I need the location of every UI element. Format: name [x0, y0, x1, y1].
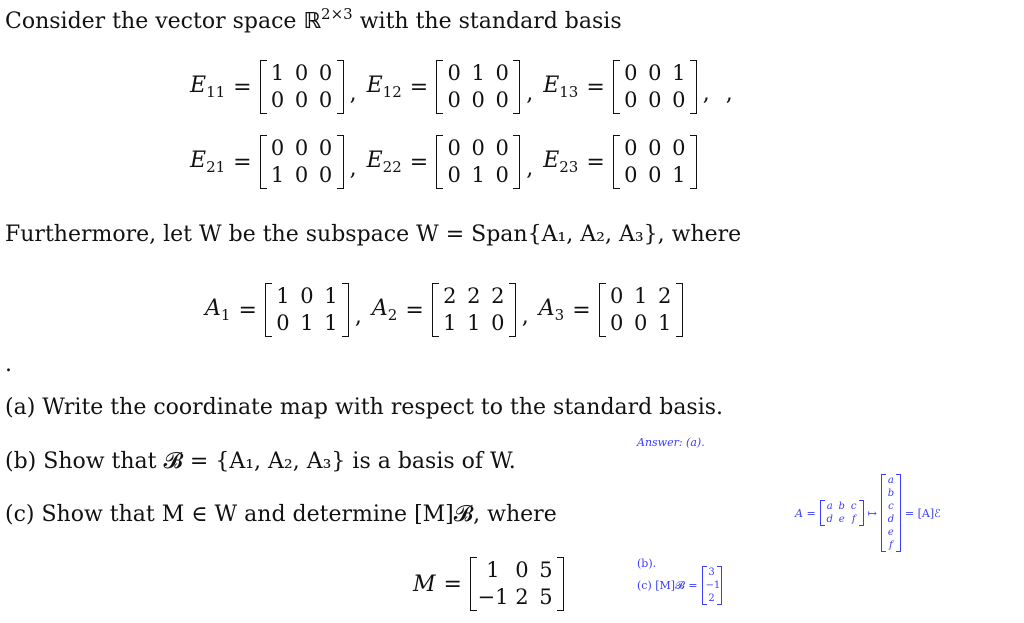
subscript: 1 [220, 306, 231, 324]
matrix-entry: 1 [300, 311, 314, 335]
basis-element-e11 [190, 60, 367, 114]
answer-vector-entry: d [887, 514, 895, 525]
basis-row-2 [190, 135, 697, 189]
matrix-entry: 0 [609, 311, 624, 335]
matrix-entry: 1 [467, 311, 481, 335]
subscript: 23 [559, 158, 579, 176]
matrix-entry: 0 [672, 88, 686, 112]
spanning-a1: $A_1$ [205, 296, 231, 324]
subscript: 2 [387, 306, 398, 324]
answer-a-rhs: = [A]ℰ [904, 506, 941, 520]
spanning-a3-matrix [599, 283, 683, 337]
matrix-entry: 1 [672, 163, 686, 187]
comma: , [349, 81, 357, 106]
matrix-entry: 0 [471, 88, 485, 112]
matrix-entry: 0 [648, 136, 662, 160]
basis-element-e12 [367, 60, 544, 114]
matrix-m [470, 557, 564, 611]
answer-c-label: (c) [M]𝓑 = [637, 578, 698, 592]
answer-c [637, 566, 722, 605]
basis-e23: $E_{23}$ [543, 148, 579, 176]
matrix-entry: 2 [443, 284, 457, 308]
matrix-entry: 1 [324, 311, 338, 335]
matrix-entry: 1 [672, 61, 686, 85]
maps-to-arrow: ↦ [867, 506, 877, 520]
spanning-a2-matrix [432, 283, 516, 337]
answer-header: Answer: (a). [637, 436, 705, 449]
answer-matrix-entry: c [850, 501, 857, 512]
answer-vector-entry: e [887, 527, 894, 538]
answer-c-vector [702, 566, 722, 605]
matrix-entry: 2 [467, 284, 481, 308]
answer-vector-entry: f [889, 540, 893, 551]
answer-c-entry: −1 [705, 580, 721, 591]
basis-e21: $E_{21}$ [190, 148, 226, 176]
part-b: (b) Show that 𝓑 = {A₁, A₂, A₃} is a basis of W. [5, 449, 516, 474]
subspace-sentence: Furthermore, let W be the subspace W = Span{A₁, A₂, A₃}, where [5, 222, 742, 247]
basis-e11: $E_{11}$ [190, 73, 226, 101]
spanning-element-a2 [372, 283, 539, 337]
matrix-entry: 0 [471, 136, 485, 160]
basis-e22: $E_{22}$ [366, 148, 402, 176]
spanning-a3: $A_3$ [538, 296, 565, 324]
matrix-entry: 1 [471, 61, 485, 85]
matrix-entry: 0 [495, 136, 509, 160]
equals-sign: = [443, 571, 462, 597]
basis-element-e13 [543, 60, 720, 114]
answer-c-entry: 2 [708, 593, 715, 604]
comma: , [526, 81, 534, 106]
basis-e21-matrix [260, 135, 344, 189]
answer-vector-entry: c [888, 501, 894, 512]
part-a: (a) Write the coordinate map with respect to the standard basis. [5, 395, 724, 420]
equals-sign: = [572, 297, 591, 323]
comma: , [354, 304, 362, 329]
matrix-entry: 0 [276, 311, 290, 335]
matrix-entry: 1 [276, 284, 290, 308]
matrix-entry: 0 [633, 311, 648, 335]
matrix-entry: 0 [447, 136, 461, 160]
part-c: (c) Show that M ∈ W and determine [M]𝓑, where [5, 502, 557, 527]
answer-b-label: (b). [637, 557, 657, 570]
basis-element-e22 [367, 135, 544, 189]
matrix-entry: 0 [447, 61, 461, 85]
matrix-entry: 0 [318, 136, 333, 160]
matrix-entry: 0 [648, 163, 662, 187]
basis-e12: $E_{12}$ [366, 73, 402, 101]
answer-c-entry: 3 [708, 567, 715, 578]
subscript: 22 [382, 158, 402, 176]
subscript: 12 [382, 83, 402, 101]
matrix-entry: 1 [657, 311, 672, 335]
basis-e13: $E_{13}$ [543, 73, 579, 101]
answer-matrix-entry: d [826, 514, 833, 525]
subscript: 11 [206, 83, 226, 101]
basis-e23-matrix [613, 135, 697, 189]
matrix-entry: 1 [633, 284, 648, 308]
matrix-entry: 0 [624, 163, 638, 187]
matrix-entry: 0 [318, 61, 333, 85]
matrix-entry: 0 [294, 136, 309, 160]
answer-matrix-entry: e [838, 514, 845, 525]
matrix-entry: 0 [300, 284, 314, 308]
matrix-entry: 2 [515, 585, 529, 609]
matrix-entry: 0 [447, 163, 461, 187]
subscript: 3 [554, 306, 565, 324]
basis-element-e21 [190, 135, 367, 189]
answer-matrix-entry: f [851, 514, 856, 525]
answer-vector-entry: a [887, 475, 894, 486]
matrix-entry: 0 [648, 61, 662, 85]
matrix-entry: 1 [270, 61, 285, 85]
matrix-entry: 1 [471, 163, 485, 187]
spanning-element-a3 [539, 283, 683, 337]
matrix-entry: 0 [609, 284, 624, 308]
basis-e12-matrix [436, 60, 520, 114]
comma: , [349, 156, 357, 181]
equals-sign: = [586, 74, 605, 100]
intro-text [5, 5, 622, 34]
equals-sign: = [409, 149, 429, 175]
matrix-entry: 0 [491, 311, 505, 335]
spanning-a1-matrix [265, 283, 349, 337]
matrix-entry: 0 [495, 61, 509, 85]
matrix-entry: 0 [270, 88, 285, 112]
basis-e11-matrix [260, 60, 344, 114]
intro-before: Consider the vector space [5, 9, 304, 34]
basis-e22-matrix [436, 135, 520, 189]
answer-a-lhs: A = [795, 506, 816, 520]
matrix-entry: 1 [324, 284, 338, 308]
answer-a [795, 474, 941, 552]
comma: , [725, 81, 733, 106]
matrix-entry: 0 [294, 88, 309, 112]
matrix-m-label: M [413, 571, 436, 597]
basis-element-e23 [543, 135, 697, 189]
comma: , [526, 156, 534, 181]
equals-sign: = [409, 74, 429, 100]
matrix-entry: 0 [270, 136, 285, 160]
basis-e13-matrix [613, 60, 697, 114]
matrix-entry: 0 [294, 61, 309, 85]
real-space-symbol: ℝ [303, 9, 322, 34]
comma: , [702, 81, 710, 106]
spanning-a2: $A_2$ [371, 296, 398, 324]
matrix-entry: 5 [539, 585, 553, 609]
matrix-entry: 5 [539, 558, 553, 582]
spanning-element-a1 [205, 283, 372, 337]
equals-sign: = [233, 74, 252, 100]
equals-sign: = [405, 297, 424, 323]
equals-sign: = [233, 149, 252, 175]
matrix-entry: 1 [270, 163, 285, 187]
matrix-entry: 0 [624, 136, 638, 160]
answer-matrix-entry: a [826, 501, 833, 512]
matrix-entry: 0 [648, 88, 662, 112]
equals-sign: = [238, 297, 257, 323]
matrix-entry: 0 [624, 61, 638, 85]
space-dimensions: 2×3 [321, 5, 353, 23]
matrix-entry: 0 [294, 163, 309, 187]
matrix-entry: 0 [318, 88, 333, 112]
matrix-entry: 2 [657, 284, 672, 308]
stray-dot: . [5, 352, 12, 377]
subscript: 21 [206, 158, 226, 176]
matrix-entry: 2 [491, 284, 505, 308]
spanning-set-row [205, 283, 683, 337]
answer-a-vector [881, 474, 901, 552]
answer-vector-entry: b [887, 488, 895, 499]
equals-sign: = [586, 149, 605, 175]
answer-a-matrix [820, 500, 864, 526]
basis-row-1 [190, 60, 743, 114]
matrix-entry: 0 [515, 558, 529, 582]
matrix-entry: 0 [495, 163, 509, 187]
matrix-entry: −1 [477, 585, 509, 609]
comma: , [521, 304, 529, 329]
matrix-entry: 0 [318, 163, 333, 187]
matrix-entry: 0 [495, 88, 509, 112]
matrix-entry: 0 [447, 88, 461, 112]
matrix-entry: 0 [672, 136, 686, 160]
intro-after: with the standard basis [352, 9, 622, 34]
matrix-entry: 0 [624, 88, 638, 112]
matrix-entry: 1 [486, 558, 500, 582]
matrix-m-row [413, 557, 564, 611]
matrix-entry: 1 [443, 311, 457, 335]
subscript: 13 [559, 83, 579, 101]
answer-matrix-entry: b [838, 501, 845, 512]
